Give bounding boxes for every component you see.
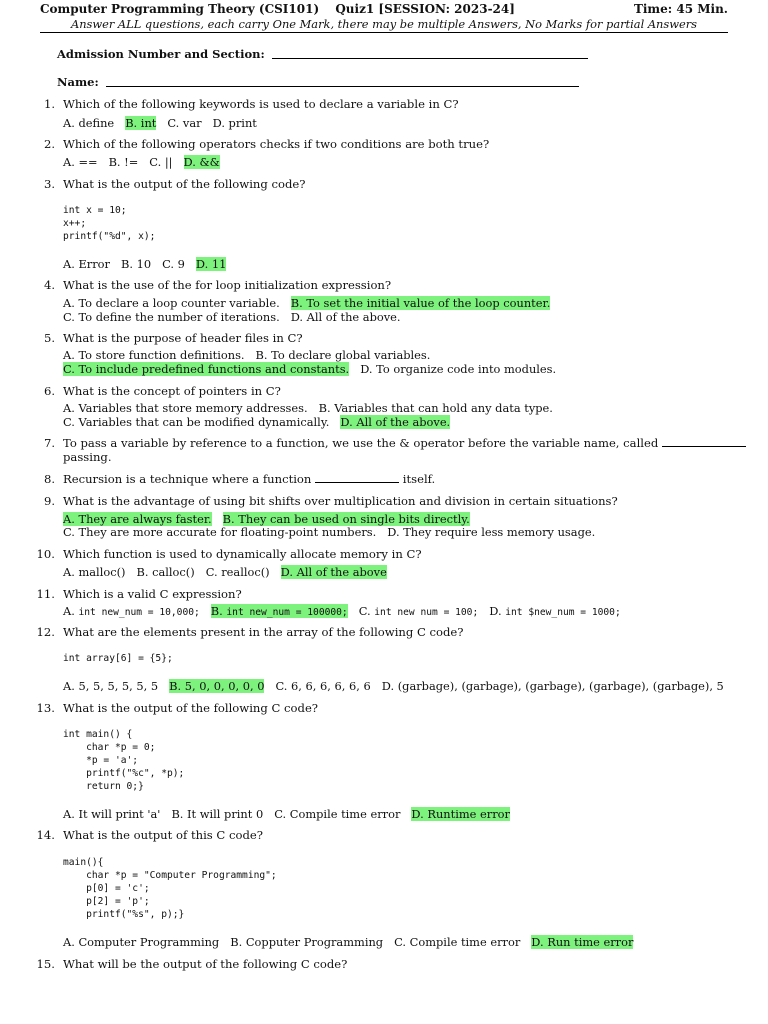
option-d-highlighted: D. 11 <box>195 257 227 271</box>
option-d <box>489 604 621 618</box>
option-a: A. To store function definitions. <box>63 348 245 362</box>
option-a: A. 5, 5, 5, 5, 5, 5 <box>63 679 159 693</box>
question-6-options-row1 <box>63 401 564 415</box>
header-left <box>40 2 515 16</box>
question-9-options-row2 <box>63 525 606 539</box>
option-a: A. Variables that store memory addresses. <box>63 401 308 415</box>
option-b: B. It will print 0 <box>171 807 264 821</box>
question-text: What is the use of the for loop initialization expression? <box>63 278 392 292</box>
question-number: 2. <box>43 137 55 151</box>
option-d-highlighted: D. All of the above <box>280 565 387 579</box>
code-block: int x = 10; x++; printf("%d", x); <box>63 205 156 242</box>
question-6-options-row2 <box>63 415 461 429</box>
option-b-highlighted: B. int <box>125 116 157 130</box>
question-text: What is the concept of pointers in C? <box>63 384 281 398</box>
code-block: int main() { char *p = 0; *p = 'a'; printf("%c", *p); return 0;} <box>63 729 185 792</box>
option-a: A. It will print 'a' <box>63 807 161 821</box>
question-number: 12. <box>36 625 55 639</box>
question-text <box>63 472 435 486</box>
option-a: A. == <box>63 155 98 169</box>
admission-line[interactable] <box>272 57 588 59</box>
option-b: B. != <box>108 155 139 169</box>
option-c: C. var <box>167 116 202 130</box>
question-3-options <box>63 257 237 271</box>
course-title: Computer Programming Theory (CSI101) <box>40 2 320 16</box>
option-c: C. 6, 6, 6, 6, 6, 6 <box>275 679 371 693</box>
question-text: What is the output of the following code? <box>63 177 306 191</box>
option-a-highlighted: A. They are always faster. <box>63 512 212 526</box>
question-5-options-row1 <box>63 348 441 362</box>
question-text: Which function is used to dynamically allocate memory in C? <box>63 547 422 561</box>
question-number: 15. <box>36 957 55 971</box>
question-1-options <box>63 116 268 130</box>
option-letter: D. <box>489 604 502 618</box>
option-d: D. To organize code into modules. <box>360 362 557 376</box>
option-d: D. All of the above. <box>290 310 401 324</box>
admission-label: Admission Number and Section: <box>57 47 265 61</box>
option-c: C. To define the number of iterations. <box>63 310 280 324</box>
option-code: int new_num = 10,000; <box>78 607 200 618</box>
option-b: B. calloc() <box>136 565 195 579</box>
option-letter: C. <box>358 604 371 618</box>
question-10-options <box>63 565 398 579</box>
option-a: A. define <box>63 116 115 130</box>
option-d-highlighted: D. All of the above. <box>340 415 451 429</box>
option-b-highlighted: B. To set the initial value of the loop counter. <box>290 296 551 310</box>
option-a: A. Error <box>63 257 110 271</box>
option-d: D. (garbage), (garbage), (garbage), (garbage), (garbage), 5 <box>381 679 724 693</box>
option-b: B. To declare global variables. <box>255 348 431 362</box>
question-number: 7. <box>43 436 55 450</box>
option-code: int $new_num = 1000; <box>505 607 621 618</box>
option-b: B. Variables that can hold any data type. <box>318 401 553 415</box>
code-block: int array[6] = {5}; <box>63 653 173 664</box>
time-limit: Time: 45 Min. <box>633 2 728 16</box>
header <box>40 2 728 33</box>
option-d: D. print <box>212 116 257 130</box>
option-c: C. Compile time error <box>274 807 401 821</box>
question-text: Which is a valid C expression? <box>63 587 242 601</box>
option-b: B. 10 <box>120 257 152 271</box>
question-number: 10. <box>36 547 55 561</box>
option-a <box>63 604 200 618</box>
option-d-highlighted: D. && <box>183 155 220 169</box>
option-code: int new num = 100; <box>374 607 479 618</box>
question-14-options <box>63 935 644 949</box>
question-text: What is the advantage of using bit shifts over multiplication and division in certain situations? <box>63 494 618 508</box>
question-text <box>63 436 746 450</box>
question-text-cont: passing. <box>63 450 112 464</box>
option-b-highlighted: B. 5, 0, 0, 0, 0, 0 <box>169 679 265 693</box>
question-number: 8. <box>43 472 55 486</box>
question-number: 14. <box>36 828 55 842</box>
option-d-highlighted: D. Run time error <box>531 935 634 949</box>
question-text-part: To pass a variable by reference to a function, we use the & operator before the variable name, called <box>63 436 659 450</box>
question-number: 13. <box>36 701 55 715</box>
question-number: 9. <box>43 494 55 508</box>
question-text-part: Recursion is a technique where a function <box>63 472 312 486</box>
question-11-options <box>63 604 632 618</box>
option-c: C. 9 <box>162 257 185 271</box>
option-letter: A. <box>63 604 75 618</box>
option-b: B. Copputer Programming <box>230 935 384 949</box>
option-b-highlighted: B. They can be used on single bits directly. <box>222 512 470 526</box>
question-text: What is the output of the following C code? <box>63 701 319 715</box>
option-c: C. || <box>149 155 173 169</box>
option-c: C. They are more accurate for floating-point numbers. <box>63 525 377 539</box>
quiz-session: Quiz1 [SESSION: 2023-24] <box>335 2 515 16</box>
name-field <box>57 75 579 89</box>
question-5-options-row2 <box>63 362 567 376</box>
question-text: What is the purpose of header files in C? <box>63 331 303 345</box>
question-4-options-row2 <box>63 310 412 324</box>
option-a: A. malloc() <box>63 565 126 579</box>
instructions: Answer ALL questions, each carry One Mark, there may be multiple Answers, No Marks for partial Answers <box>40 17 728 33</box>
question-number: 11. <box>36 587 55 601</box>
option-a: A. To declare a loop counter variable. <box>63 296 280 310</box>
option-d-highlighted: D. Runtime error <box>411 807 510 821</box>
option-a: A. Computer Programming <box>63 935 220 949</box>
question-text: Which of the following keywords is used to declare a variable in C? <box>63 97 459 111</box>
question-number: 3. <box>43 177 55 191</box>
answer-blank[interactable] <box>662 445 746 447</box>
question-12-options <box>63 679 735 693</box>
option-c-highlighted: C. To include predefined functions and constants. <box>63 362 350 376</box>
option-d: D. They require less memory usage. <box>387 525 596 539</box>
question-text: What is the output of this C code? <box>63 828 263 842</box>
admission-field <box>57 47 588 61</box>
code-block: main(){ char *p = "Computer Programming"; p[0] = 'c'; p[2] = 'p'; printf("%s", p);} <box>63 857 277 920</box>
option-code: int new_num = 100000; <box>226 607 348 618</box>
option-b-highlighted <box>211 604 348 618</box>
answer-blank[interactable] <box>315 481 399 483</box>
question-text-part: itself. <box>402 472 436 486</box>
name-line[interactable] <box>106 85 579 87</box>
option-letter: B. <box>210 604 223 618</box>
question-13-options <box>63 807 521 821</box>
option-c: C. Compile time error <box>394 935 521 949</box>
option-c: C. Variables that can be modified dynamically. <box>63 415 330 429</box>
question-text: What will be the output of the following C code? <box>63 957 348 971</box>
question-2-options <box>63 155 231 169</box>
question-number: 4. <box>43 278 55 292</box>
name-label: Name: <box>57 75 99 89</box>
question-9-options-row1 <box>63 512 481 526</box>
option-c: C. realloc() <box>205 565 270 579</box>
question-4-options-row1 <box>63 296 561 310</box>
option-c <box>359 604 479 618</box>
question-text: What are the elements present in the array of the following C code? <box>63 625 464 639</box>
question-text: Which of the following operators checks if two conditions are both true? <box>63 137 490 151</box>
question-number: 1. <box>43 97 55 111</box>
question-number: 6. <box>43 384 55 398</box>
question-number: 5. <box>43 331 55 345</box>
